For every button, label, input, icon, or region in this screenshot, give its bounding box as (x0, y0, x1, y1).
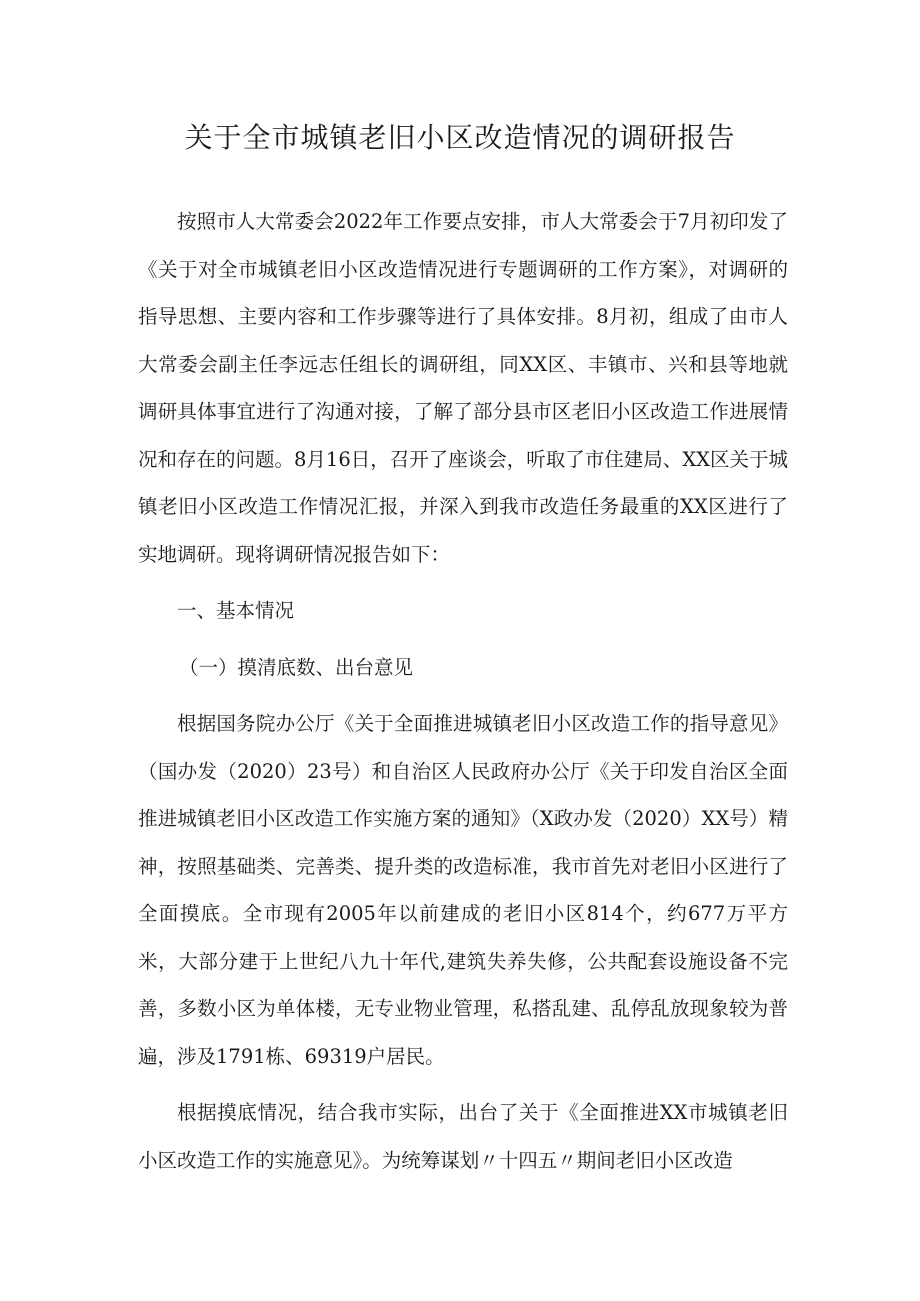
paragraph-implementation: 根据摸底情况，结合我市实际，出台了关于《全面推进XX市城镇老旧小区改造工作的实施意见》。为统筹谋划〃十四五〃期间老旧小区改造 (138, 1101, 788, 1172)
section-heading-basic-situation: 一、基本情况 (177, 599, 295, 622)
subsection-heading-survey: （一）摸清底数、出台意见 (178, 655, 413, 679)
document-title: 关于全市城镇老旧小区改造情况的调研报告 (184, 121, 736, 154)
paragraph-survey-details: 根据国务院办公厅《关于全面推进城镇老旧小区改造工作的指导意见》（国办发（2020）23号）和自治区人民政府办公厅《关于印发自治区全面推进城镇老旧小区改造工作实施方案的通知》（X政办发（2020）XX号）精神，按照基础类、完善类、提升类的改造标准，我市首先对老旧小区进行了全面摸底。全市现有2005年以前建成的老旧小区814个，约677万平方米，大部分建于上世纪八九十年代,建筑失养失修，公共配套设施设备不完善，多数小区为单体楼，无专业物业管理，私搭乱建、乱停乱放现象较为普遍，涉及1791栋、69319户居民。 (138, 712, 788, 1068)
paragraph-intro: 按照市人大常委会2022年工作要点安排，市人大常委会于7月初印发了《关于对全市城镇老旧小区改造情况进行专题调研的工作方案》，对调研的指导思想、主要内容和工作步骤等进行了具体安排。8月初，组成了由市人大常委会副主任李远志任组长的调研组，同XX区、丰镇市、兴和县等地就调研具体事宜进行了沟通对接，了解了部分县市区老旧小区改造工作进展情况和存在的问题。8月16日，召开了座谈会，听取了市住建局、XX区关于城镇老旧小区改造工作情况汇报，并深入到我市改造任务最重的XX区进行了实地调研。现将调研情况报告如下： (138, 210, 788, 566)
document-body (138, 198, 788, 1193)
